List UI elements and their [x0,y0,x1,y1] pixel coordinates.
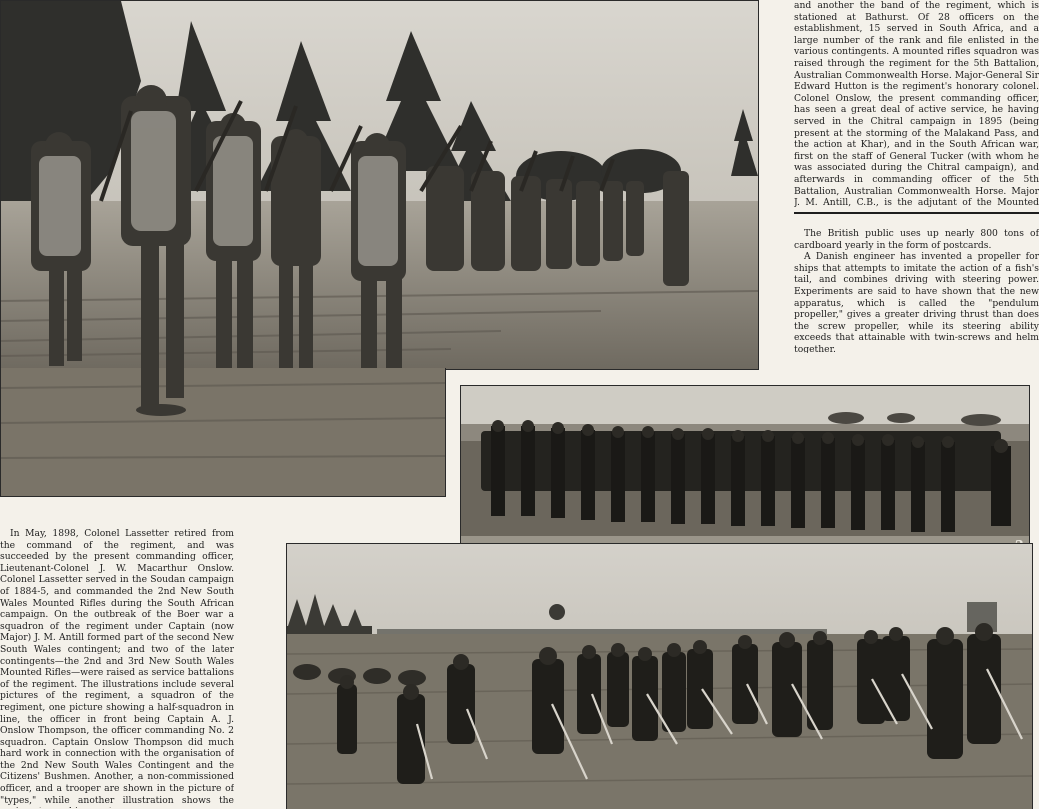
photo-infantry-line-image [1,1,758,369]
photo-regiment-drill-image [287,544,1032,809]
article-main [0,528,234,808]
photo-infantry-line [0,0,759,370]
photo-mounted-squadron [460,385,1030,560]
photo-mounted-squadron-image [461,386,1029,559]
photo-regiment-drill [286,543,1033,809]
article-continuation [794,0,1039,210]
propeller-note: A Danish engineer has invented a propeller for ships that attempts to imitate the action of a fish's tail, and combines driving with steering power. Experiments are said to have shown that the new apparatus, which is called the "pendulum propeller," gives a greater driving thrust than does the screw propeller, while its steering ability exceeds that attainable with twin-screws and helm together. [794,251,1039,353]
column-divider [794,212,1039,214]
postcard-note: The British public uses up nearly 800 tons of cardboard yearly in the form of postcards. [794,228,1039,251]
article-paragraph-main: In May, 1898, Colonel Lassetter retired from the command of the regiment, and was succeeded by the present commanding officer, Lieutenant-Colonel J. W. Macarthur Onslow. Colonel Lassetter served in the Soudan campaign of 1884-5, and commanded the 2nd New South Wales Mounted Rifles during the South African campaign. On the outbreak of the Boer war a squadron of the regiment under Captain (now Major) J. M. Antill formed part of the second New South Wales contingent; and two of the later contingents—the 2nd and 3rd New South Wales Mounted Rifles—were raised as service battalions of the regiment. The illustrations include several pictures of the regiment, a squadron of the regiment, one picture showing a half-squadron in line, the officer in front being Captain A. J. Onslow Thompson, the officer commanding No. 2 squadron. Captain Onslow Thompson did much hard work in connection with the organisation of the 2nd New South Wales Contingent and the Citizens' Bushmen. Another, a non-commissioned officer, and a trooper are shown in the picture of "types," while another illustration shows the [0,528,234,806]
photo-infantry-line-lower [0,368,446,497]
news-snippets [794,228,1039,353]
photo-infantry-line-lower-image [1,368,445,496]
article-paragraph: and another the band of the regiment, which is stationed at Bathurst. Of 28 officers on the establishment, 15 served in South Africa, and a large number of the rank and file enlisted in the various contingents. A mounted rifles squadron was raised through the regiment for the 5th Battalion, Australian Commonwealth Horse. Major-General Sir Edward Hutton is the regiment's honorary colonel. Colonel Onslow, the present commanding officer, has seen a great deal of active service, he having served in the Chitral campaign in 1895 (being present at the storming of the Malakand Pass, and the action at Khar), and in the South African war, first on the staff of General Tucker (with whom he was associated during the Chitral campaign), and afterwards in commanding officer of the 5th Battalion, Australian Commonwealth Horse. Major J. M. Antill, C.B., is the adjutant of the Mounted [794,0,1039,209]
